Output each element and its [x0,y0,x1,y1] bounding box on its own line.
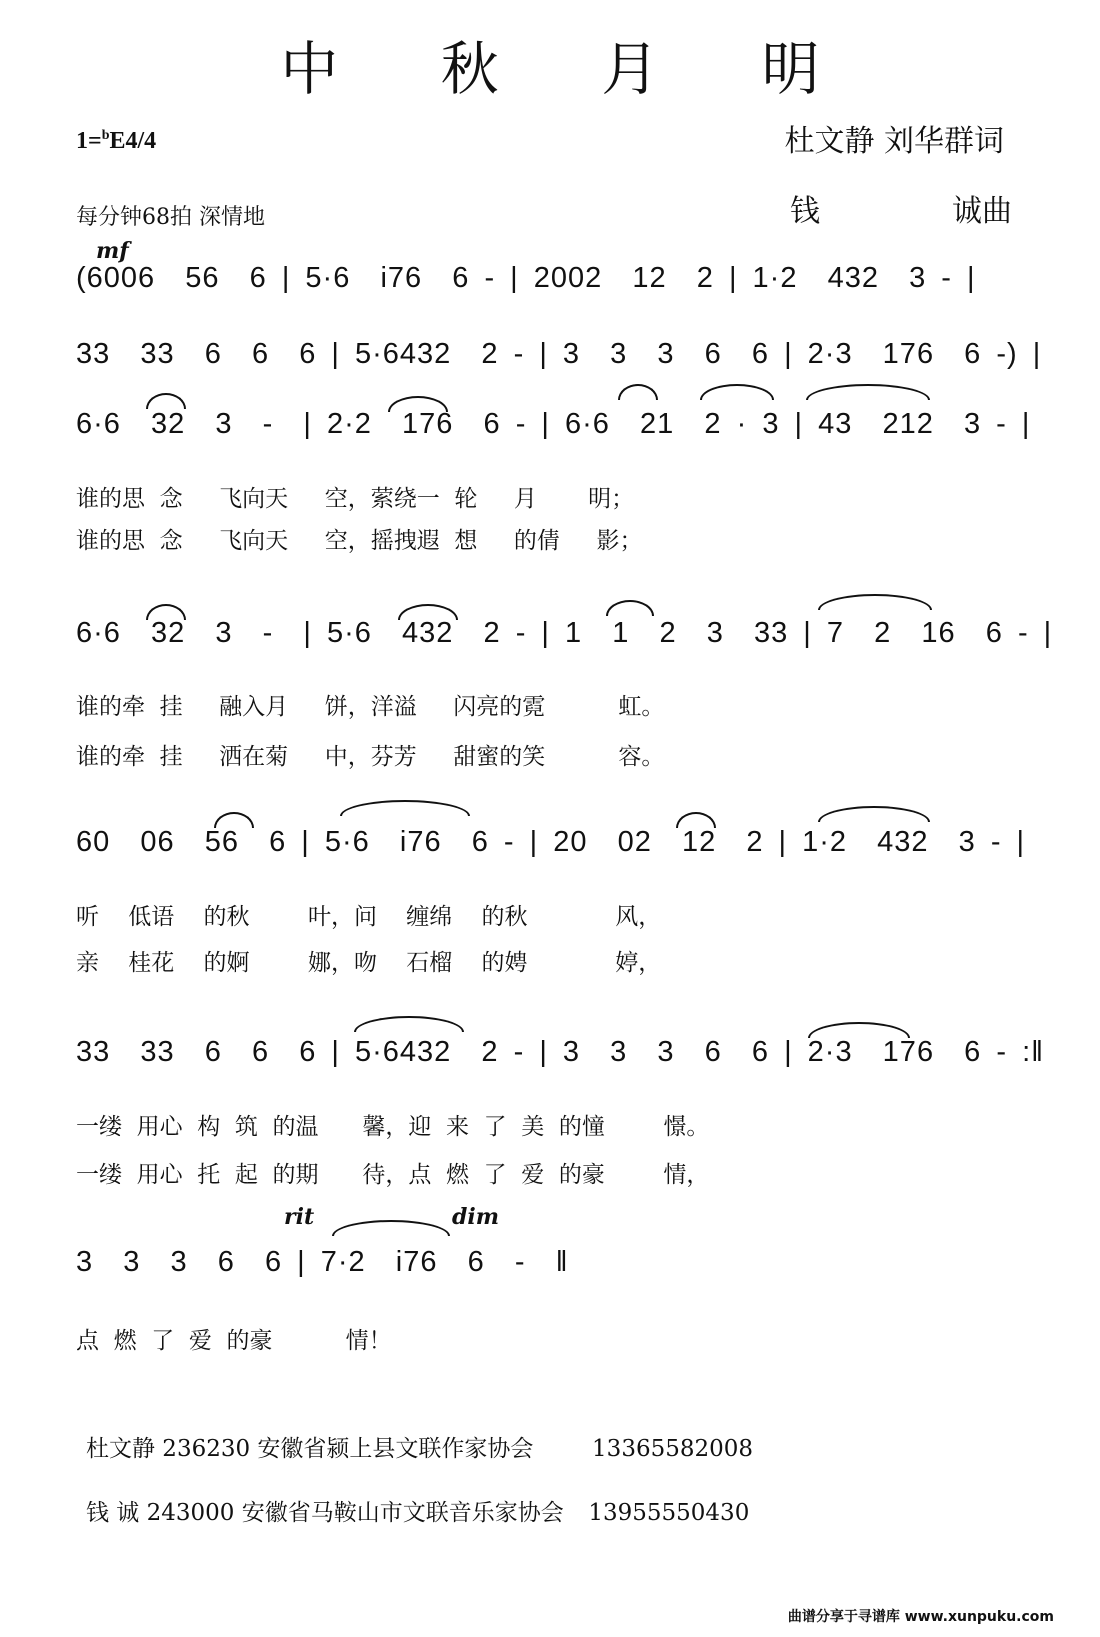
footer-contact: 钱 诚 243000 安徽省马鞍山市文联音乐家协会 [86,1500,564,1526]
footer-phone: 13365582008 [592,1436,754,1462]
staff-line-1: (6006 56 6 | 5·6 i76 6 - | 2002 12 2 | 1·2 432 3 - | [76,262,976,294]
dim-marking: dim [452,1204,500,1230]
footer-phone: 13955550430 [588,1500,750,1526]
tempo-marking: 每分钟68拍 深情地 [76,205,265,230]
composer [790,186,1012,230]
dynamic-marking: mf [96,238,129,264]
lyric-line-1: 谁的思 念 飞向天 空，萦绕一 轮 月 明； [76,486,635,512]
slur [606,600,654,616]
composer-suffix: 诚曲 [952,194,1012,229]
lyric-line-4: 谁的牵 挂 洒在菊 中，芬芳 甜蜜的笑 容。 [76,744,665,770]
key-prefix: 1= [76,128,102,154]
slur [700,384,774,400]
lyricist: 杜文静 刘华群词 [784,124,1004,159]
slur [818,594,932,610]
lyric-line-7: 一缕 用心 构 筑 的温 馨，迎 来 了 美 的憧 憬。 [76,1114,710,1140]
slur [340,800,470,816]
slur [806,384,930,400]
lyric-line-5: 听 低语 的秋 叶，问 缠绵 的秋 风， [76,904,662,930]
source-credit: 曲谱分享于寻谱库 www.xunpuku.com [787,1609,1054,1625]
key-signature [76,128,156,155]
rit-marking: rit [284,1204,315,1230]
score-title: 中 秋 月 明 [280,35,862,103]
slur [818,806,930,822]
staff-line-6: 33 33 6 6 6 | 5·6432 2 - | 3 3 3 6 6 | 2·3 176 6 - :‖ [76,1036,1045,1068]
footer-contact: 杜文静 236230 安徽省颍上县文联作家协会 [86,1436,534,1462]
slur [618,384,658,400]
footer-line-2 [86,1494,749,1527]
lyric-line-2: 谁的思 念 飞向天 空，摇拽遐 想 的倩 影； [76,528,643,554]
lyric-line-8: 一缕 用心 托 起 的期 待，点 燃 了 爱 的豪 情， [76,1162,710,1188]
flat-sign: b [101,128,110,143]
composer-name: 钱 [790,194,820,229]
slur [354,1016,464,1032]
lyric-line-6: 亲 桂花 的婀 娜，吻 石榴 的娉 婷， [76,950,662,976]
lyric-line-3: 谁的牵 挂 融入月 饼，洋溢 闪亮的霓 虹。 [76,694,665,720]
slur [146,393,186,409]
key-meter: E4/4 [109,128,157,154]
staff-line-3: 6·6 32 3 - | 2·2 176 6 - | 6·6 21 2 · 3 | 43 212 3 - | [76,408,1031,440]
staff-line-7: 3 3 3 6 6 | 7·2 i76 6 - ‖ [76,1246,569,1278]
staff-line-5: 60 06 56 6 | 5·6 i76 6 - | 20 02 12 2 | 1·2 432 3 - | [76,826,1026,858]
slur [332,1220,450,1236]
staff-line-4: 6·6 32 3 - | 5·6 432 2 - | 1 1 2 3 33 | 7 2 16 6 - | [76,617,1053,649]
lyric-line-9: 点 燃 了 爱 的豪 情！ [76,1328,392,1354]
footer-line-1 [86,1430,753,1463]
staff-line-2: 33 33 6 6 6 | 5·6432 2 - | 3 3 3 6 6 | 2·3 176 6 -) | [76,338,1042,370]
